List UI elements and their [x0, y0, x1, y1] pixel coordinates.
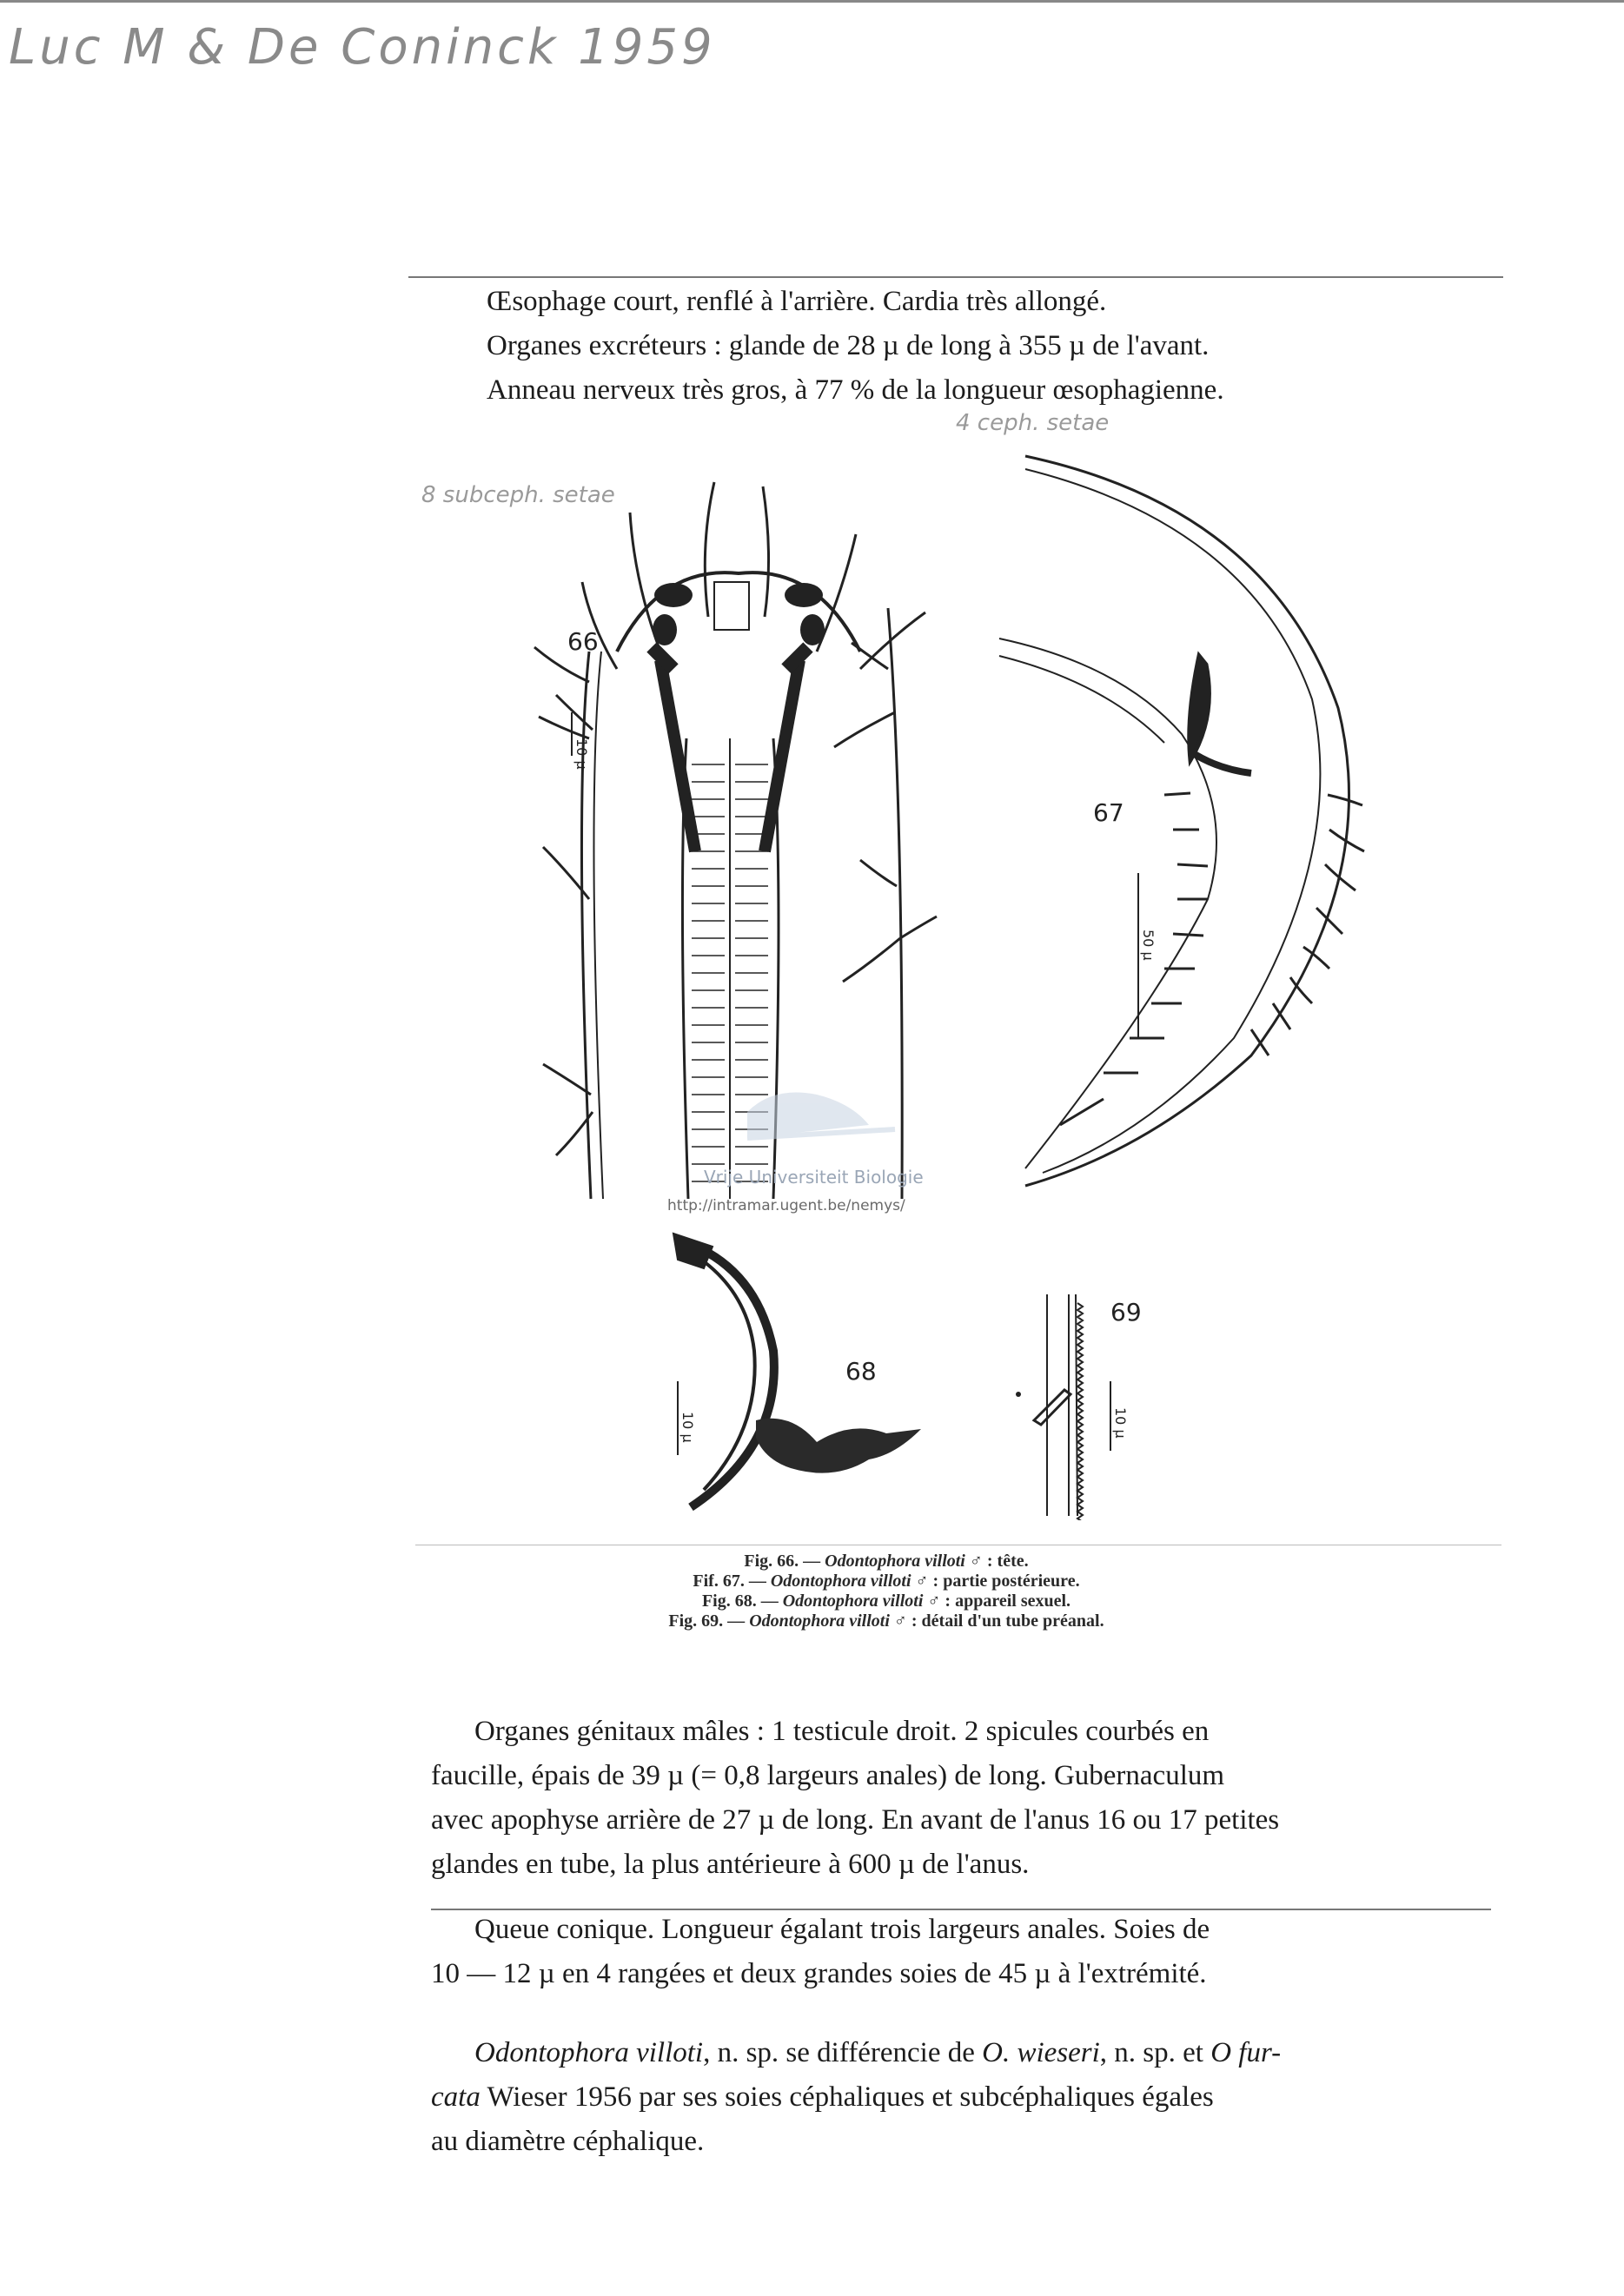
tail-seta — [1060, 1099, 1104, 1125]
ceph-setae-annotation: 4 ceph. setae — [956, 410, 1110, 436]
body-seta — [543, 1064, 591, 1095]
figure-number-68: 68 — [845, 1357, 877, 1386]
watermark-logo — [747, 1093, 895, 1139]
spicule — [1190, 656, 1210, 760]
scale-label-69: 10 µ — [1112, 1407, 1129, 1439]
tail-seta — [1273, 1003, 1290, 1029]
body-seta — [834, 712, 895, 747]
tail-paragraph — [431, 1908, 1459, 1996]
head-capsule — [617, 572, 860, 652]
figure-67-posterior-drawing — [991, 447, 1399, 1203]
ceph-seta — [763, 486, 769, 617]
diagnosis-line: cata Wieser 1956 par ses soies céphaliques et subcéphaliques égales — [431, 2081, 1214, 2113]
figure-66-head-drawing — [487, 452, 938, 1208]
body-outline-middle — [1025, 469, 1320, 1173]
body-outline-left-inner — [593, 652, 603, 1199]
subceph-setae-annotation: 8 subceph. setae — [421, 482, 615, 508]
preanal-tube — [1034, 1390, 1071, 1425]
amphid-left — [654, 583, 693, 607]
figure-69-preanal-tube-drawing — [999, 1286, 1190, 1520]
tail-line: 10 — 12 µ en 4 rangées et deux grandes soies de 45 µ à l'extrémité. — [431, 1958, 1207, 1989]
diagnosis-line: Odontophora villoti, n. sp. se différencie de O. wieseri, n. sp. et O fur- — [474, 2037, 1282, 2068]
amphid-right-lower — [800, 614, 825, 645]
body-outline-inner2 — [999, 656, 1164, 743]
body-seta — [556, 695, 593, 730]
genital-line: glandes en tube, la plus antérieure à 600 µ de l'anus. — [431, 1849, 1030, 1880]
genital-paragraph — [431, 1710, 1459, 1887]
scale-label-68: 10 µ — [679, 1412, 696, 1443]
genital-line: avec apophyse arrière de 27 µ de long. En avant de l'anus 16 ou 17 petites — [431, 1804, 1280, 1836]
caption-fig-68: Fig. 68. — Odontophora villoti ♂ : appareil sexuel. — [701, 1591, 1071, 1611]
intro-line: Œsophage court, renflé à l'arrière. Cardia très allongé. — [487, 286, 1107, 317]
scale-label-66: 10 µ — [573, 738, 590, 770]
dot-marker — [1016, 1392, 1021, 1397]
tail-seta — [1328, 795, 1362, 805]
body-seta — [843, 938, 900, 982]
gubernaculum — [756, 1419, 921, 1473]
pharynx-right — [765, 660, 799, 851]
intro-paragraph — [487, 280, 1224, 413]
body-outline-outer — [1025, 456, 1349, 1186]
body-outline-right — [888, 608, 902, 1199]
tail-line: Queue conique. Longueur égalant trois largeurs anales. Soies de — [474, 1914, 1210, 1945]
watermark-text: Vrije Universiteit Biologie — [704, 1167, 924, 1188]
pharynx-left — [660, 660, 695, 851]
genital-line: faucille, épais de 39 µ (= 0,8 largeurs anales) de long. Gubernaculum — [431, 1760, 1225, 1791]
figure-number-67: 67 — [1093, 798, 1124, 827]
upper-rule — [408, 276, 1503, 278]
genital-line: Organes génitaux mâles : 1 testicule droit. 2 spicules courbés en — [474, 1716, 1210, 1747]
amphid-left-lower — [653, 614, 677, 645]
diagnosis-paragraph — [431, 2031, 1459, 2164]
ceph-seta — [705, 482, 714, 617]
cuticle-serration — [1077, 1303, 1083, 1520]
buccal-stripes — [714, 582, 749, 630]
scale-label-67: 50 µ — [1140, 930, 1157, 961]
body-outline-inner — [999, 639, 1216, 1168]
figure-68-spicule-drawing — [660, 1229, 938, 1516]
handwritten-note: Luc M & De Coninck 1959 — [9, 19, 716, 76]
tail-seta — [1164, 793, 1190, 795]
body-seta — [900, 916, 937, 938]
top-border-line — [0, 0, 1624, 3]
pharynx-tips — [652, 647, 808, 669]
body-seta — [860, 860, 897, 886]
spicule-head — [673, 1234, 713, 1268]
caption-fig-69: Fig. 69. — Odontophora villoti ♂ : détail d'un tube préanal. — [668, 1611, 1104, 1631]
watermark-url: http://intramar.ugent.be/nemys/ — [667, 1197, 905, 1214]
tail-seta — [1177, 864, 1208, 866]
intro-line: Anneau nerveux très gros, à 77 % de la longueur œsophagienne. — [487, 374, 1224, 406]
caption-fig-67: Fif. 67. — Odontophora villoti ♂ : partie postérieure. — [693, 1571, 1080, 1591]
caption-fig-66: Fig. 66. — Odontophora villoti ♂ : tête. — [744, 1552, 1029, 1571]
cuticle-edge — [1076, 1294, 1077, 1516]
intro-line: Organes excréteurs : glande de 28 µ de long à 355 µ de l'avant. — [487, 330, 1210, 361]
figure-captions — [408, 1552, 1364, 1631]
tail-seta — [1173, 934, 1203, 936]
amphid-right — [785, 583, 823, 607]
figure-number-66: 66 — [567, 627, 599, 656]
diagnosis-line: au diamètre céphalique. — [431, 2126, 705, 2157]
spicule-outer — [678, 1240, 774, 1507]
gubernaculum — [1190, 751, 1251, 773]
figure-number-69: 69 — [1110, 1298, 1142, 1327]
